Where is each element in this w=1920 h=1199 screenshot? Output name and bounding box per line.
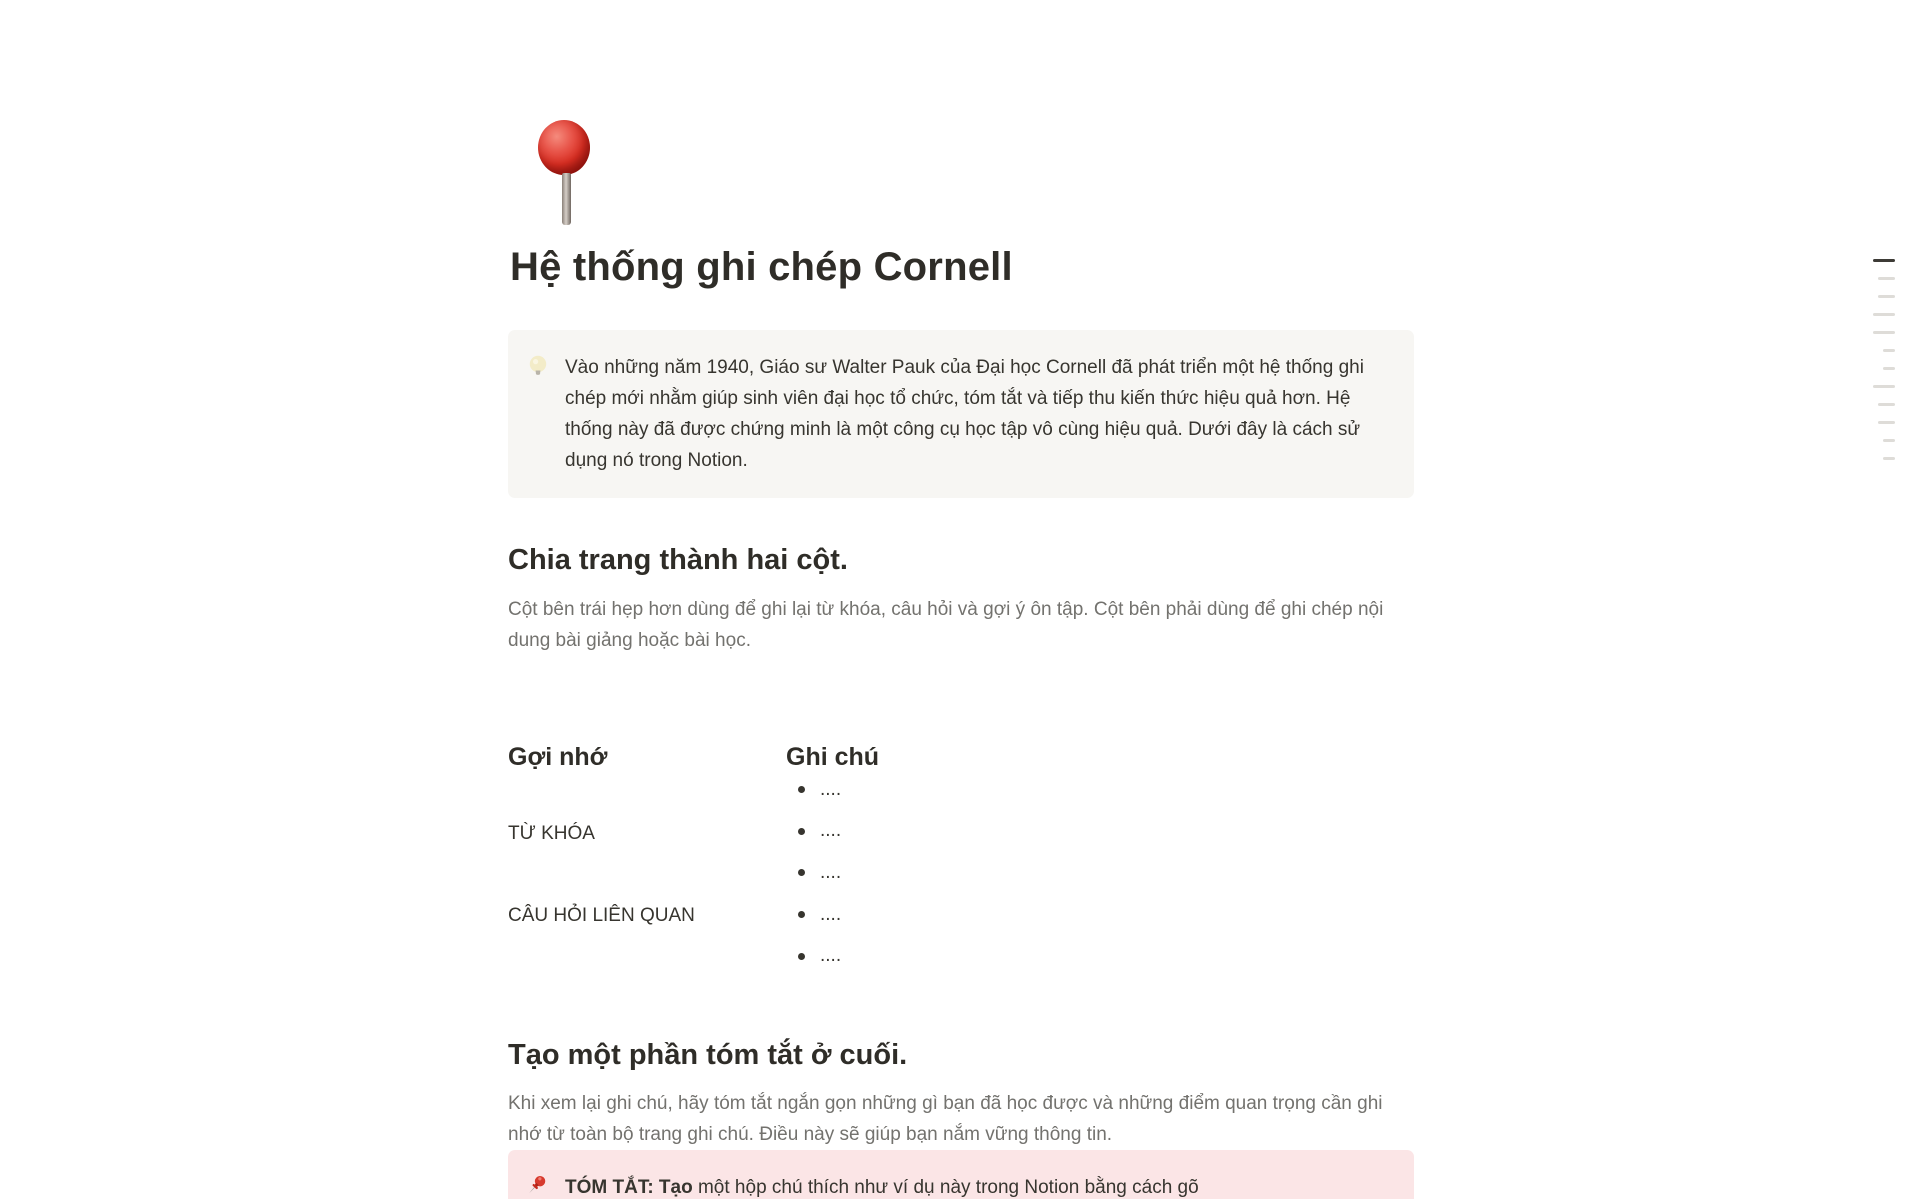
notes-column-heading: Ghi chú [786,743,880,771]
page-content [508,0,1414,1199]
notes-bullet-list [786,769,1414,977]
summary-callout[interactable] [508,1150,1414,1199]
list-item-text: .... [820,820,842,842]
page-title: Hệ thống ghi chép Cornell [510,245,1013,289]
outline-dash[interactable] [1873,331,1895,334]
summary-callout-text [565,1172,1199,1199]
summary-callout-rest: một hộp chú thích như ví dụ này trong Notion bằng cách gõ [692,1176,1199,1198]
list-item [786,852,1414,894]
list-item [786,894,1414,936]
outline-dash[interactable] [1883,457,1895,460]
cue-column-heading: Gợi nhớ [508,743,608,771]
summary-callout-bold: TÓM TẮT: Tạo [565,1176,693,1198]
outline-dash[interactable] [1883,367,1895,370]
lightbulb-icon [524,352,551,476]
notes-column [786,740,1414,977]
pushpin-icon [524,1172,551,1199]
page-icon-round-pushpin-icon[interactable] [538,120,594,225]
cue-item-keywords: TỪ KHÓA [508,823,595,844]
list-item-text: .... [820,945,842,967]
paragraph-two-columns: Cột bên trái hẹp hơn dùng để ghi lại từ khóa, câu hỏi và gợi ý ôn tập. Cột bên phải dùng để ghi chép nội dung bài giảng hoặc bài học. [508,599,1384,651]
cue-column [508,740,786,977]
outline-dash[interactable] [1873,259,1895,262]
cornell-columns [508,740,1414,977]
heading-two-columns: Chia trang thành hai cột. [508,544,848,576]
outline-dash[interactable] [1878,295,1895,298]
list-item-text: .... [820,903,842,925]
bullet-icon [798,828,805,835]
outline-dash[interactable] [1873,313,1895,316]
outline-dash[interactable] [1878,421,1895,424]
intro-callout[interactable] [508,330,1414,498]
outline-dash[interactable] [1873,385,1895,388]
intro-callout-text: Vào những năm 1940, Giáo sư Walter Pauk của Đại học Cornell đã phát triển một hệ thống ghi chép mới nhằm giúp sinh viên đại học tổ chức, tóm tắt và tiếp thu kiến thức hiệu quả hơn. Hệ thống này đã được chứng minh là một công cụ học tập vô cùng hiệu quả. Dưới đây là cách sử dụng nó trong Notion. [565,357,1364,471]
outline-dash[interactable] [1883,349,1895,352]
list-item [786,811,1414,853]
outline-dash[interactable] [1883,439,1895,442]
bullet-icon [798,953,805,960]
paragraph-summary: Khi xem lại ghi chú, hãy tóm tắt ngắn gọn những gì bạn đã học được và những điểm quan trọng cần ghi nhớ từ toàn bộ trang ghi chú. Điều này sẽ giúp bạn nắm vững thông tin. [508,1092,1383,1145]
bullet-icon [798,869,805,876]
cue-item-questions: CÂU HỎI LIÊN QUAN [508,905,695,926]
pushpin-stem [562,173,571,225]
pushpin-ball [538,120,590,175]
outline-dash[interactable] [1878,277,1895,280]
heading-summary: Tạo một phần tóm tắt ở cuối. [508,1038,908,1071]
list-item-text: .... [820,778,842,800]
list-item [786,935,1414,977]
list-item [786,769,1414,811]
bullet-icon [798,786,805,793]
outline-dash[interactable] [1878,403,1895,406]
page-outline-indicator[interactable] [1873,259,1895,460]
bullet-icon [798,911,805,918]
list-item-text: .... [820,861,842,883]
